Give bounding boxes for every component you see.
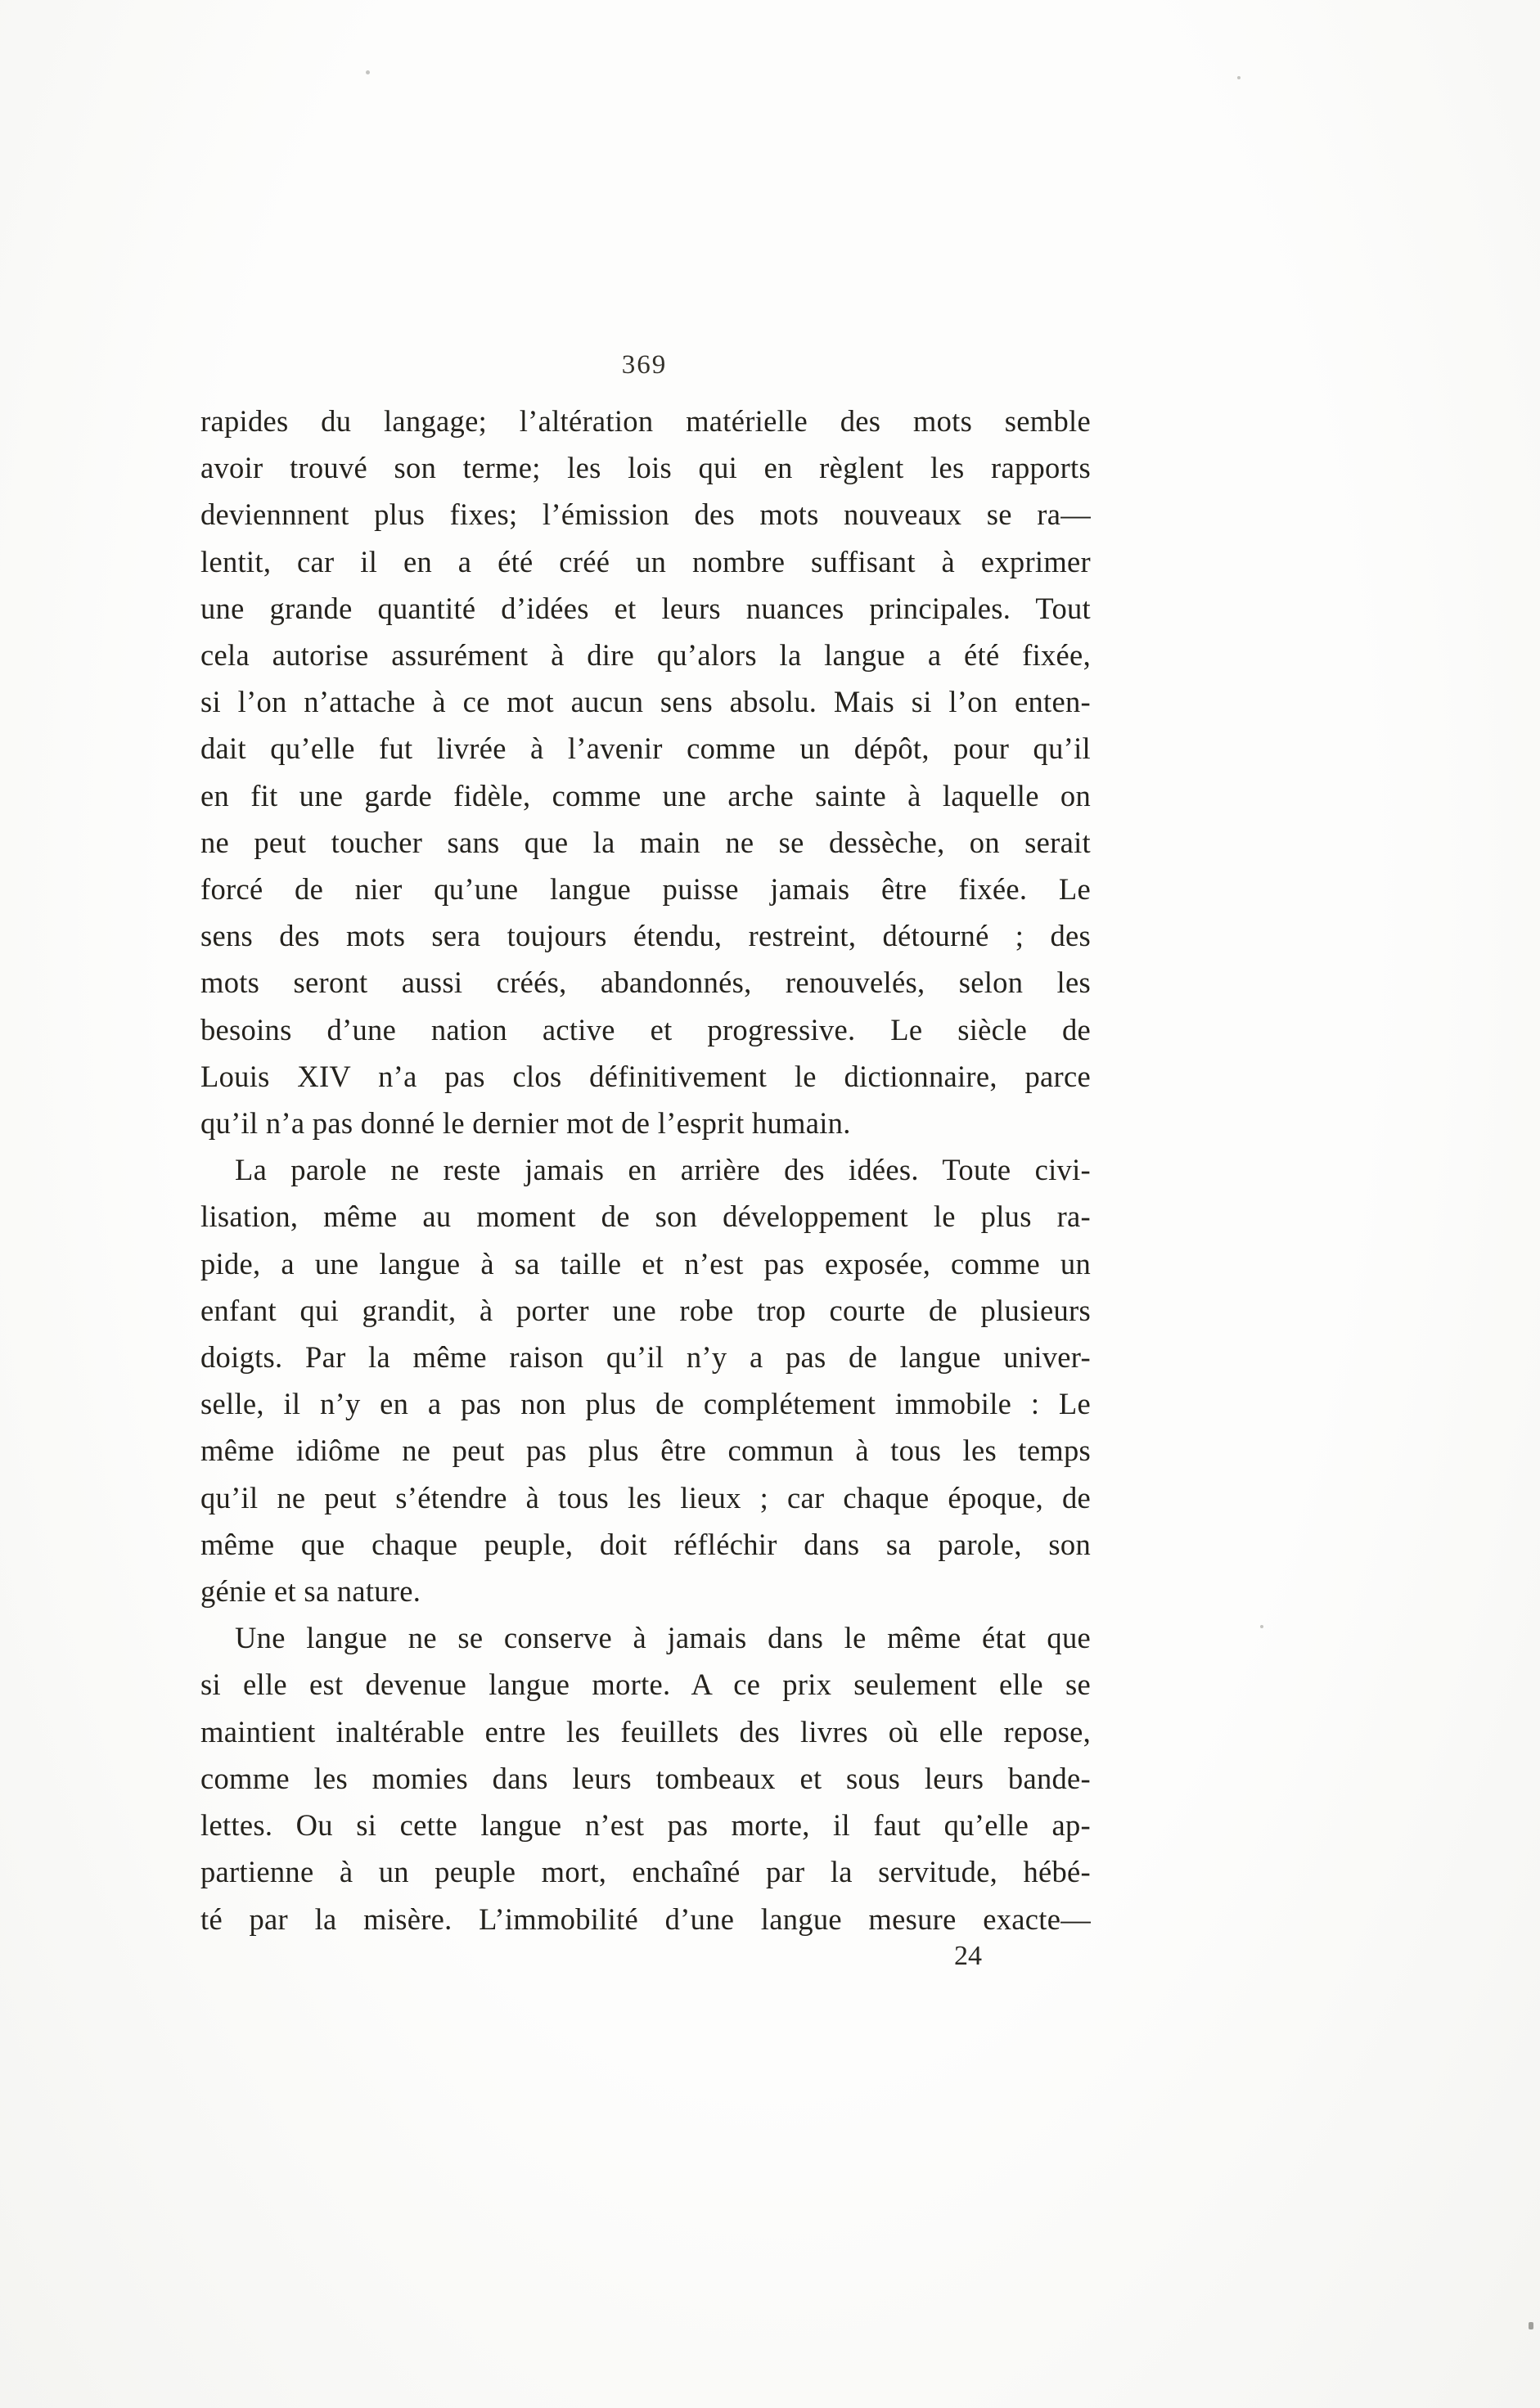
text-line: comme les momies dans leurs tombeaux et sous leurs bande- [200,1761,1091,1795]
scan-speck [1237,76,1241,79]
text-line: sens des mots sera toujours étendu, restreint, détourné ; des [200,919,1091,953]
text-line: Une langue ne se conserve à jamais dans le même état que [235,1621,1091,1655]
body-text-block [200,398,1091,1942]
text-line: cela autorise assurément à dire qu’alors la langue a été fixée, [200,638,1091,673]
text-line: qu’il ne peut s’étendre à tous les lieux ; car chaque époque, de [200,1480,1091,1515]
text-line: lisation, même au moment de son développement le plus ra- [200,1199,1091,1234]
text-line: en fit une garde fidèle, comme une arche sainte à laquelle on [200,778,1091,812]
text-line: La parole ne reste jamais en arrière des idées. Toute civi- [235,1153,1091,1187]
text-line: génie et sa nature. [200,1574,421,1609]
text-line: même idiôme ne peut pas plus être commun à tous les temps [200,1434,1091,1468]
scan-speck [366,70,370,74]
text-line: même que chaque peuple, doit réfléchir dans sa parole, son [200,1527,1091,1561]
text-line: maintient inaltérable entre les feuillets des livres où elle repose, [200,1714,1091,1749]
text-line: lentit, car il en a été créé un nombre suffisant à exprimer [200,544,1091,578]
text-line: mots seront aussi créés, abandonnés, renouvelés, selon les [200,965,1091,1000]
text-line: Louis XIV n’a pas clos définitivement le dictionnaire, parce [200,1059,1091,1093]
text-line: forcé de nier qu’une langue puisse jamais être fixée. Le [200,872,1091,907]
text-line: selle, il n’y en a pas non plus de complétement immobile : Le [200,1387,1091,1421]
text-line: qu’il n’a pas donné le dernier mot de l’esprit humain. [200,1106,851,1141]
text-line: si elle est devenue langue morte. A ce prix seulement elle se [200,1668,1091,1702]
text-line: ne peut toucher sans que la main ne se dessèche, on serait [200,825,1091,859]
text-line: té par la misère. L’immobilité d’une langue mesure exacte— [200,1902,1091,1936]
text-line: deviennnent plus fixes; l’émission des mots nouveaux se ra— [200,497,1091,532]
text-line: rapides du langage; l’altération matérielle des mots semble [200,404,1091,438]
text-line: lettes. Ou si cette langue n’est pas morte, il faut qu’elle ap- [200,1808,1091,1843]
text-line: pide, a une langue à sa taille et n’est pas exposée, comme un [200,1246,1091,1281]
text-line: dait qu’elle fut livrée à l’avenir comme un dépôt, pour qu’il [200,731,1091,766]
signature-mark: 24 [954,1941,982,1971]
text-line: partienne à un peuple mort, enchaîné par la servitude, hébé- [200,1855,1091,1889]
scan-speck [1260,1625,1263,1628]
text-line: besoins d’une nation active et progressive. Le siècle de [200,1012,1091,1046]
scan-speck [1529,2322,1533,2329]
text-line: une grande quantité d’idées et leurs nuances principales. Tout [200,591,1091,625]
text-line: doigts. Par la même raison qu’il n’y a pas de langue univer- [200,1340,1091,1375]
text-line: avoir trouvé son terme; les lois qui en règlent les rapports [200,451,1091,485]
text-line: si l’on n’attache à ce mot aucun sens absolu. Mais si l’on enten- [200,685,1091,719]
text-line: enfant qui grandit, à porter une robe trop courte de plusieurs [200,1293,1091,1327]
page-number: 369 [621,350,668,380]
